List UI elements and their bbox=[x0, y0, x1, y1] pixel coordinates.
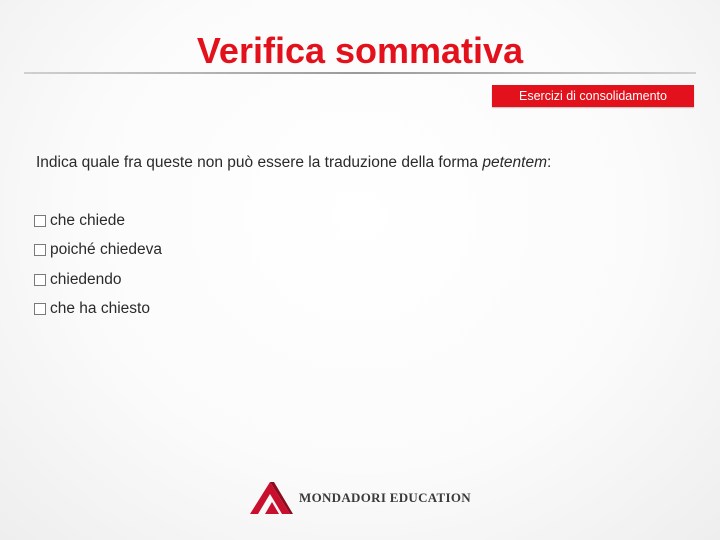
answer-option-3[interactable] bbox=[34, 265, 162, 295]
question-suffix: : bbox=[547, 154, 552, 171]
answer-option-2[interactable] bbox=[34, 236, 162, 266]
answer-options bbox=[34, 206, 162, 324]
question-text bbox=[36, 153, 696, 173]
title-divider bbox=[24, 72, 696, 74]
publisher-name: MONDADORI EDUCATION bbox=[299, 490, 471, 505]
question-term: petentem bbox=[482, 154, 547, 171]
answer-option-label: chiedendo bbox=[50, 270, 122, 288]
section-badge: Esercizi di consolidamento bbox=[492, 85, 694, 107]
checkbox-icon[interactable] bbox=[34, 303, 46, 315]
question-prefix: Indica quale fra queste non può essere la traduzione della forma bbox=[36, 154, 483, 171]
checkbox-icon[interactable] bbox=[34, 215, 46, 227]
answer-option-1[interactable] bbox=[34, 206, 162, 236]
answer-option-label: che ha chiesto bbox=[50, 300, 150, 318]
publisher-logo bbox=[249, 480, 471, 516]
checkbox-icon[interactable] bbox=[34, 274, 46, 286]
checkbox-icon[interactable] bbox=[34, 244, 46, 256]
mondadori-logo-icon bbox=[249, 481, 293, 515]
answer-option-4[interactable] bbox=[34, 295, 162, 325]
slide-title: Verifica sommativa bbox=[196, 30, 524, 71]
answer-option-label: poiché chiedeva bbox=[50, 241, 163, 259]
answer-option-label: che chiede bbox=[50, 211, 125, 229]
